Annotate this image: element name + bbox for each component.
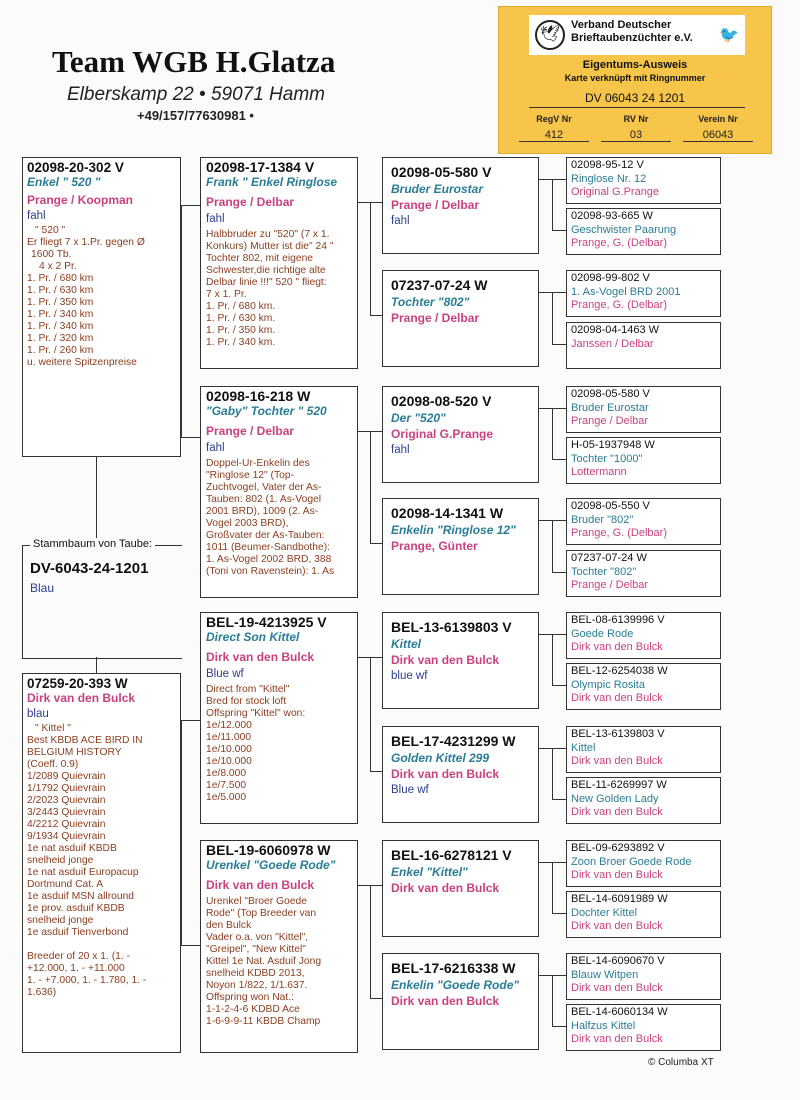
sire-note: u. weitere Spitzenpreise xyxy=(27,357,137,368)
gen3-ring: 02098-08-520 V xyxy=(391,393,492,409)
gen3-name: Enkelin "Goede Rode" xyxy=(391,978,520,992)
gen2-note: Tochter 802, mit eigene xyxy=(206,253,314,264)
gen4-ring: BEL-14-6091989 W xyxy=(571,893,668,905)
pigeon-logo-icon: 🕊 xyxy=(535,20,565,50)
gen3-color: fahl xyxy=(391,215,410,227)
gen4-name: Goede Rode xyxy=(571,627,634,640)
gen2-note: snelheid KDBD 2013, xyxy=(206,968,305,979)
sire-note: 1. Pr. / 320 km xyxy=(27,333,94,344)
card-org-line2: Brieftaubenzüchter e.V. xyxy=(571,32,693,44)
dam-breeder: Dirk van den Bulck xyxy=(27,691,136,705)
gen3-card xyxy=(382,726,539,823)
gen3-card xyxy=(382,612,539,709)
gen4-name: Tochter "802" xyxy=(571,565,637,578)
card-value-rv: 03 xyxy=(601,129,671,142)
gen4-breeder: Prange, G. (Delbar) xyxy=(571,299,667,311)
subject-ring: DV-6043-24-1201 xyxy=(30,560,149,577)
connector-line xyxy=(370,998,382,999)
dam-color: blau xyxy=(27,708,49,720)
gen4-card xyxy=(566,386,721,433)
gen2-breeder: Prange / Delbar xyxy=(206,424,295,438)
dam-ring: 07259-20-393 W xyxy=(27,676,128,691)
connector-line xyxy=(552,292,553,344)
footer-credit: © Columba XT xyxy=(648,1057,714,1068)
connector-line xyxy=(552,685,566,686)
gen4-breeder: Prange / Delbar xyxy=(571,415,649,427)
ownership-card xyxy=(498,6,772,154)
gen4-breeder: Dirk van den Bulck xyxy=(571,806,663,818)
gen4-card xyxy=(566,840,721,887)
gen4-ring: 02098-05-550 V xyxy=(571,500,650,512)
dam-note: 1/1792 Quievrain xyxy=(27,783,106,794)
gen3-name: Kittel xyxy=(391,637,421,651)
gen4-breeder: Dirk van den Bulck xyxy=(571,755,663,767)
gen4-breeder: Lottermann xyxy=(571,466,627,478)
gen4-card xyxy=(566,270,721,317)
gen2-note: (Toni von Ravenstein): 1. As xyxy=(206,566,335,577)
subject-caption: Stammbaum von Taube: xyxy=(30,538,155,550)
connector-line xyxy=(552,748,553,799)
sire-note: 1. Pr. / 260 km xyxy=(27,345,94,356)
gen4-ring: 02098-93-665 W xyxy=(571,210,653,222)
dam-note: Breeder of 20 x 1. (1. - xyxy=(27,951,131,962)
bird-icon: 🐦 xyxy=(719,27,739,44)
phone-number: +49/157/77630981 • xyxy=(137,108,254,123)
connector-line xyxy=(96,457,97,545)
dam-note: snelheid jonge xyxy=(27,855,94,866)
gen2-note: 1. Pr. / 630 km. xyxy=(206,313,276,324)
dam-note: 1e prov. asduif KBDB xyxy=(27,903,125,914)
connector-line xyxy=(370,885,371,998)
gen3-ring: BEL-17-4231299 W xyxy=(391,733,516,749)
gen2-note: 1e/5.000 xyxy=(206,792,247,803)
gen4-card xyxy=(566,157,721,204)
gen4-ring: 02098-05-580 V xyxy=(571,388,650,400)
gen4-name: Tochter "1000" xyxy=(571,452,643,465)
dam-note: snelheid jonge xyxy=(27,915,94,926)
gen2-name: Frank " Enkel Ringlose xyxy=(206,175,338,189)
card-header-verein: Verein Nr xyxy=(698,114,738,124)
gen3-name: Tochter "802" xyxy=(391,295,470,309)
gen4-breeder: Dirk van den Bulck xyxy=(571,869,663,881)
gen2-name: Direct Son Kittel xyxy=(206,630,300,644)
gen2-breeder: Dirk van den Bulck xyxy=(206,650,315,664)
connector-line xyxy=(552,230,566,231)
gen4-name: Blauw Witpen xyxy=(571,968,639,981)
dam-note: 1/2089 Quievrain xyxy=(27,771,106,782)
gen4-name: New Golden Lady xyxy=(571,792,659,805)
gen4-name: 1. As-Vogel BRD 2001 xyxy=(571,285,681,298)
dam-note: " Kittel " xyxy=(35,723,71,734)
gen4-card xyxy=(566,777,721,824)
dam-note: 2/2023 Quievrain xyxy=(27,795,106,806)
gen2-notes xyxy=(206,896,352,1028)
gen2-ring: 02098-17-1384 V xyxy=(206,159,315,175)
gen4-name: Kittel xyxy=(571,741,596,754)
gen2-note: Kittel 1e Nat. Asduif Jong xyxy=(206,956,322,967)
connector-line xyxy=(181,205,200,206)
gen3-ring: 07237-07-24 W xyxy=(391,277,488,293)
gen4-ring: BEL-08-6139996 V xyxy=(571,614,665,626)
gen3-ring: BEL-17-6216338 W xyxy=(391,960,516,976)
gen4-ring: BEL-13-6139803 V xyxy=(571,728,665,740)
gen4-breeder: Dirk van den Bulck xyxy=(571,692,663,704)
gen2-note: Großvater der As-Tauben: xyxy=(206,530,325,541)
gen4-card xyxy=(566,437,721,484)
gen3-color: Blue wf xyxy=(391,784,429,796)
gen2-note: Urenkel "Broer Goede xyxy=(206,896,307,907)
connector-line xyxy=(552,572,566,573)
gen2-note: 1. Pr. / 350 km. xyxy=(206,325,276,336)
sire-notes xyxy=(27,225,176,369)
gen4-name: Halfzus Kittel xyxy=(571,1019,636,1032)
gen2-note: 1e/10.000 xyxy=(206,756,252,767)
gen3-breeder: Dirk van den Bulck xyxy=(391,881,500,895)
connector-line xyxy=(181,437,200,438)
gen2-ring: BEL-19-4213925 V xyxy=(206,614,327,630)
gen4-breeder: Prange, G. (Delbar) xyxy=(571,527,667,539)
gen4-card xyxy=(566,322,721,369)
sire-color: fahl xyxy=(27,210,46,222)
gen2-note: 1e/7.500 xyxy=(206,780,247,791)
gen2-card xyxy=(200,386,358,598)
connector-line xyxy=(552,1026,566,1027)
gen3-card xyxy=(382,386,539,483)
gen2-ring: BEL-19-6060978 W xyxy=(206,842,331,858)
gen2-card xyxy=(200,840,358,1053)
gen2-note: 1. Pr. / 340 km. xyxy=(206,337,276,348)
gen2-notes xyxy=(206,229,352,349)
gen3-card xyxy=(382,840,539,937)
gen3-breeder: Original G.Prange xyxy=(391,427,494,441)
gen3-ring: BEL-16-6278121 V xyxy=(391,847,512,863)
gen2-note: 1. Pr. / 680 km. xyxy=(206,301,276,312)
gen4-breeder: Dirk van den Bulck xyxy=(571,982,663,994)
gen4-breeder: Dirk van den Bulck xyxy=(571,641,663,653)
gen2-note: Offspring won Nat.: xyxy=(206,992,294,1003)
card-org-line1: Verband Deutscher xyxy=(571,19,672,31)
gen4-breeder: Prange / Delbar xyxy=(571,579,649,591)
gen2-ring: 02098-16-218 W xyxy=(206,388,311,404)
gen2-note: "Greipel", "New Kittel" xyxy=(206,944,306,955)
gen2-breeder: Prange / Delbar xyxy=(206,195,295,209)
gen2-note: 1-6-9-9-11 KBDB Champ xyxy=(206,1016,321,1027)
gen2-note: Noyon 1/822, 1/1.637. xyxy=(206,980,308,991)
gen4-card xyxy=(566,953,721,1000)
gen4-card xyxy=(566,612,721,659)
card-ring-number: DV 06043 24 1201 xyxy=(584,91,686,105)
gen2-note: Schwester,die richtige alte xyxy=(206,265,326,276)
gen4-card xyxy=(566,1004,721,1051)
gen4-breeder: Janssen / Delbar xyxy=(571,337,654,350)
card-organization xyxy=(571,19,693,45)
connector-line xyxy=(181,205,182,437)
connector-line xyxy=(181,720,200,721)
card-header xyxy=(529,15,745,55)
gen4-card xyxy=(566,550,721,597)
sire-note: 4 x 2 Pr. xyxy=(39,261,77,272)
sire-ring: 02098-20-302 V xyxy=(27,160,124,175)
gen3-ring: 02098-14-1341 W xyxy=(391,505,504,521)
gen2-note: 1e/8.000 xyxy=(206,768,247,779)
gen4-ring: H-05-1937948 W xyxy=(571,439,655,451)
gen4-ring: 02098-04-1463 W xyxy=(571,324,660,336)
dam-note: +12.000, 1. - +11.000 xyxy=(27,963,125,974)
gen4-card xyxy=(566,663,721,710)
gen3-card xyxy=(382,498,539,595)
card-value-regv: 412 xyxy=(519,129,589,142)
gen3-card xyxy=(382,270,539,367)
gen2-note: 1e/11.000 xyxy=(206,732,252,743)
gen3-card xyxy=(382,953,539,1050)
connector-line xyxy=(181,720,182,945)
gen2-note: "Ringlose 12" (Top- xyxy=(206,470,295,481)
gen2-note: Doppel-Ur-Enkelin des xyxy=(206,458,310,469)
dam-card xyxy=(22,673,181,1053)
gen2-name: "Gaby" Tochter " 520 xyxy=(206,404,327,418)
gen3-color: fahl xyxy=(391,444,410,456)
gen4-ring: BEL-14-6060134 W xyxy=(571,1006,668,1018)
dam-note: 9/1934 Quievrain xyxy=(27,831,106,842)
gen3-color: blue wf xyxy=(391,670,428,682)
gen4-breeder: Dirk van den Bulck xyxy=(571,920,663,932)
gen2-note: Vogel 2003 BRD), xyxy=(206,518,289,529)
gen2-color: fahl xyxy=(206,213,225,225)
connector-line xyxy=(181,945,200,946)
gen3-name: Der "520" xyxy=(391,411,446,425)
connector-line xyxy=(552,862,553,913)
connector-line xyxy=(370,543,382,544)
sire-name: Enkel " 520 " xyxy=(27,175,101,189)
subject-color: Blau xyxy=(30,581,55,595)
sire-note: 1. Pr. / 630 km xyxy=(27,285,94,296)
gen3-breeder: Dirk van den Bulck xyxy=(391,653,500,667)
gen2-note: Delbar linie !!!" 520 " fliegt: xyxy=(206,277,327,288)
gen4-breeder: Original G.Prange xyxy=(571,186,660,198)
connector-line xyxy=(552,179,553,230)
dam-note: 3/2443 Quievrain xyxy=(27,807,106,818)
connector-line xyxy=(96,657,97,673)
connector-line xyxy=(552,634,553,685)
gen3-breeder: Dirk van den Bulck xyxy=(391,767,500,781)
connector-line xyxy=(552,344,566,345)
gen2-name: Urenkel "Goede Rode" xyxy=(206,858,336,872)
gen2-color: fahl xyxy=(206,442,225,454)
gen4-name: Bruder Eurostar xyxy=(571,401,649,414)
dam-note: 1e asduif Tienverbond xyxy=(27,927,129,938)
dam-note: 1.636) xyxy=(27,987,57,998)
gen2-note: 7 x 1. Pr. xyxy=(206,289,247,300)
gen2-note: Bred for stock loft xyxy=(206,696,287,707)
gen3-name: Enkel "Kittel" xyxy=(391,865,468,879)
gen4-ring: BEL-14-6090670 V xyxy=(571,955,665,967)
gen3-breeder: Dirk van den Bulck xyxy=(391,994,500,1008)
connector-line xyxy=(370,431,371,543)
sire-note: Er fliegt 7 x 1.Pr. gegen Ø xyxy=(27,237,145,248)
gen4-ring: 07237-07-24 W xyxy=(571,552,647,564)
gen3-ring: BEL-13-6139803 V xyxy=(391,619,512,635)
card-subtitle: Karte verknüpft mit Ringnummer xyxy=(564,73,706,83)
gen2-notes xyxy=(206,684,352,804)
gen4-ring: 02098-95-12 V xyxy=(571,159,644,171)
gen2-card xyxy=(200,612,358,824)
gen2-note: 1e/10.000 xyxy=(206,744,252,755)
sire-note: 1. Pr. / 340 km xyxy=(27,309,94,320)
dam-note: (Coeff. 0.9) xyxy=(27,759,79,770)
sire-breeder: Prange / Koopman xyxy=(27,193,134,207)
connector-line xyxy=(552,799,566,800)
gen3-name: Enkelin "Ringlose 12" xyxy=(391,523,516,537)
gen4-ring: BEL-11-6269997 W xyxy=(571,779,667,791)
dam-note: 1e nat asduif KBDB xyxy=(27,843,117,854)
dam-notes xyxy=(27,723,176,999)
connector-line xyxy=(552,913,566,914)
card-divider xyxy=(529,107,745,108)
dam-note: 4/2212 Quievrain xyxy=(27,819,106,830)
gen2-note: 1011 (Beumer-Sandbothe): xyxy=(206,542,331,553)
connector-line xyxy=(370,771,382,772)
gen4-breeder: Dirk van den Bulck xyxy=(571,1033,663,1045)
gen3-breeder: Prange / Delbar xyxy=(391,311,480,325)
gen4-ring: 02098-99-802 V xyxy=(571,272,650,284)
gen2-card xyxy=(200,157,358,369)
gen2-note: den Bulck xyxy=(206,920,252,931)
sire-card xyxy=(22,157,181,457)
gen2-note: 1-1-2-4-6 KDBD Ace xyxy=(206,1004,300,1015)
gen4-ring: BEL-12-6254038 W xyxy=(571,665,668,677)
dam-note: BELGIUM HISTORY xyxy=(27,747,122,758)
gen2-note: 2001 BRD), 1009 (2. As- xyxy=(206,506,319,517)
dam-note: 1e nat asduif Europacup xyxy=(27,867,139,878)
address: Elberskamp 22 • 59071 Hamm xyxy=(67,84,325,105)
card-header-rv: RV Nr xyxy=(623,114,649,124)
gen4-card xyxy=(566,726,721,773)
gen2-notes xyxy=(206,458,352,578)
connector-line xyxy=(552,408,553,459)
gen2-note: Vader o.a. von "Kittel", xyxy=(206,932,309,943)
connector-line xyxy=(552,520,553,572)
gen4-name: Dochter Kittel xyxy=(571,906,638,919)
gen2-note: Direct from "Kittel" xyxy=(206,684,290,695)
card-value-verein: 06043 xyxy=(683,129,753,142)
gen2-note: Tauben: 802 (1. As-Vogel xyxy=(206,494,322,505)
connector-line xyxy=(370,315,382,316)
sire-note: " 520 " xyxy=(35,225,66,236)
gen3-card xyxy=(382,157,539,254)
dam-note: Dortmund Cat. A xyxy=(27,879,104,890)
gen4-name: Bruder "802" xyxy=(571,513,634,526)
gen2-note: 1. As-Vogel 2002 BRD, 388 xyxy=(206,554,332,565)
gen3-name: Golden Kittel 299 xyxy=(391,751,490,765)
card-header-regv: RegV Nr xyxy=(536,114,572,124)
connector-line xyxy=(552,975,553,1026)
gen2-note: Rode" (Top Breeder van xyxy=(206,908,317,919)
dam-note: Best KBDB ACE BIRD IN xyxy=(27,735,143,746)
gen2-note: Zuchtvogel, Vater der As- xyxy=(206,482,322,493)
gen4-card xyxy=(566,208,721,255)
gen4-name: Ringlose Nr. 12 xyxy=(571,172,647,185)
gen2-note: Halbbruder zu "520" (7 x 1. xyxy=(206,229,330,240)
card-title: Eigentums-Ausweis xyxy=(582,59,688,71)
connector-line xyxy=(552,459,566,460)
gen4-name: Olympic Rosita xyxy=(571,678,645,691)
gen4-breeder: Prange, G. (Delbar) xyxy=(571,237,667,249)
connector-line xyxy=(370,202,371,315)
gen2-breeder: Dirk van den Bulck xyxy=(206,878,315,892)
gen3-ring: 02098-05-580 V xyxy=(391,164,492,180)
gen4-name: Geschwister Paarung xyxy=(571,223,677,236)
gen4-card xyxy=(566,891,721,938)
connector-line xyxy=(370,657,371,771)
sire-note: 1600 Tb. xyxy=(31,249,72,260)
dam-note: 1e asduif MSN allround xyxy=(27,891,135,902)
sire-note: 1. Pr. / 340 km xyxy=(27,321,94,332)
gen4-ring: BEL-09-6293892 V xyxy=(571,842,665,854)
dam-note xyxy=(27,939,176,951)
gen2-note: Offspring "Kittel" won: xyxy=(206,708,306,719)
gen2-note: 1e/12.000 xyxy=(206,720,252,731)
sire-note: 1. Pr. / 680 km xyxy=(27,273,94,284)
gen4-name: Zoon Broer Goede Rode xyxy=(571,855,692,868)
gen3-name: Bruder Eurostar xyxy=(391,182,484,196)
page-title: Team WGB H.Glatza xyxy=(52,44,336,79)
gen2-note: Konkurs) Mutter ist die" 24 " xyxy=(206,241,334,252)
sire-note: 1. Pr. / 350 km xyxy=(27,297,94,308)
gen3-breeder: Prange / Delbar xyxy=(391,198,480,212)
gen2-color: Blue wf xyxy=(206,668,244,680)
dam-note: 1. - +7.000, 1. - 1.780, 1. - xyxy=(27,975,147,986)
gen3-breeder: Prange, Günter xyxy=(391,539,478,553)
gen4-card xyxy=(566,498,721,545)
